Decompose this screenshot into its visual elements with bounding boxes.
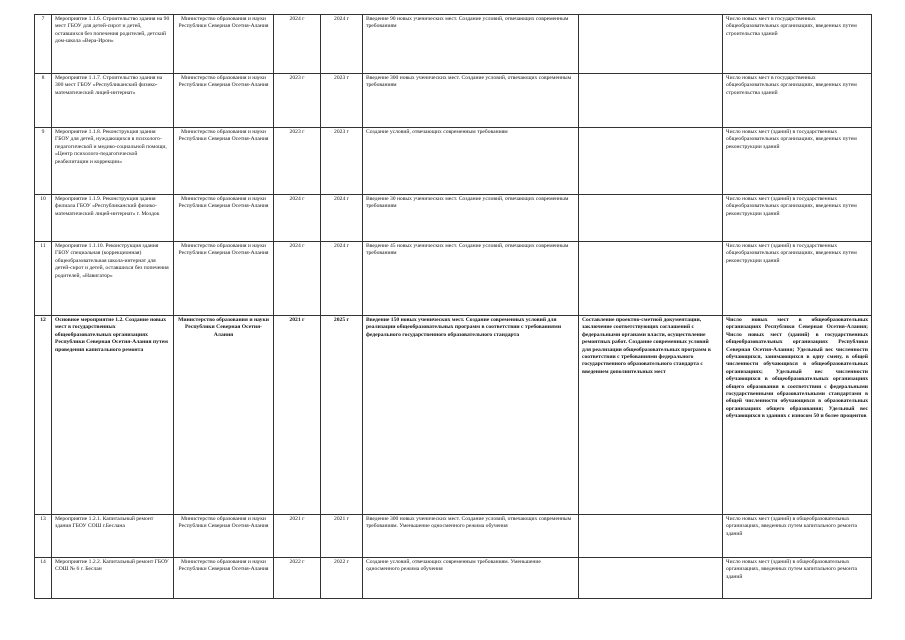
row-number: 11 — [35, 242, 52, 316]
responsible-executor: Министерство образования и науки Республики Северная Осетия-Алания — [174, 195, 274, 242]
table-row-main-event — [35, 316, 872, 515]
expected-result: Введение 30 новых ученических мест. Создание условий, отвечающих современным требованиям — [363, 195, 579, 242]
indicator: Число новых мест в государственных общеобразовательных организациях, введенных путем строительства зданий — [723, 15, 872, 74]
expected-result: Введение 300 новых ученических мест. Создание условий, отвечающих современным требованиям — [363, 74, 579, 128]
end-year: 2025 г — [321, 316, 363, 515]
start-year: 2021 г — [274, 316, 321, 515]
start-year: 2024 г — [274, 242, 321, 316]
responsible-executor: Министерство образования и науки Республики Северная Осетия-Алания — [174, 15, 274, 74]
table-row — [35, 128, 872, 195]
table-row — [35, 558, 872, 599]
event-name: Основное мероприятие 1.2. Создание новых мест в государственных общеобразовательных организациях Республики Северная Осетия-Алания путем проведения капитального ремонта — [52, 316, 174, 515]
indicator: Число новых мест (зданий) в государственных общеобразовательных организациях, введенных путем реконструкции зданий — [723, 242, 872, 316]
main-content — [579, 558, 723, 599]
end-year: 2021 г — [321, 515, 363, 558]
event-name: Мероприятие 1.2.1. Капитальный ремонт здания ГБОУ СОШ г.Беслана — [52, 515, 174, 558]
start-year: 2021 г — [274, 515, 321, 558]
responsible-executor: Министерство образования и науки Республики Северная Осетия-Алания — [174, 316, 274, 515]
event-name: Мероприятие 1.1.6. Строительство здания на 90 мест ГБОУ для детей-сирот и детей, оставшихся без попечения родителей, детский дом-школа «Вера-Ирон» — [52, 15, 174, 74]
end-year: 2023 г — [321, 74, 363, 128]
event-name: Мероприятие 1.1.9. Реконструкция здания филиала ГБОУ «Республиканский физико-математический лицей-интернат» г. Моздок — [52, 195, 174, 242]
main-content — [579, 128, 723, 195]
expected-result: Введение 45 новых ученических мест. Создание условий, отвечающих современным требованиям — [363, 242, 579, 316]
indicator: Число новых мест (зданий) в общеобразовательных организациях, введенных путем капитального ремонта зданий — [723, 558, 872, 599]
main-content — [579, 242, 723, 316]
end-year: 2024 г — [321, 195, 363, 242]
indicator: Число новых мест (зданий) в государственных общеобразовательных организациях, введенных путем реконструкции зданий — [723, 195, 872, 242]
end-year: 2022 г — [321, 558, 363, 599]
main-content: Составление проектно-сметной документации, заключение соответствующих соглашений с федеральными органами власти, осуществление ремонтных работ. Создание современных условий для реализации общеобразовательных программ в соответствии с требованиями федерального государственного образовательного стандарта с введением дополнительных мест — [579, 316, 723, 515]
table-row — [35, 15, 872, 74]
row-number: 13 — [35, 515, 52, 558]
row-number: 8 — [35, 74, 52, 128]
responsible-executor: Министерство образования и науки Республики Северная Осетия-Алания — [174, 515, 274, 558]
start-year: 2023 г — [274, 128, 321, 195]
end-year: 2024 г — [321, 242, 363, 316]
responsible-executor: Министерство образования и науки Республики Северная Осетия-Алания — [174, 558, 274, 599]
expected-result: Введение 300 новых ученических мест. Создание условий, отвечающих современным требованиям. Уменьшение односменного режима обучения — [363, 515, 579, 558]
indicator: Число новых мест (зданий) в общеобразовательных организациях, введенных путем капитального ремонта зданий — [723, 515, 872, 558]
expected-result: Введение 90 новых ученических мест. Создание условий, отвечающих современным требованиям — [363, 15, 579, 74]
event-name: Мероприятие 1.1.10. Реконструкция здания ГБОУ специальная (коррекционная) общеобразовательная школа-интернат для детей-сирот и детей, оставшихся без попечения родителей, «Навигатор» — [52, 242, 174, 316]
start-year: 2024 г — [274, 15, 321, 74]
main-content — [579, 15, 723, 74]
event-name: Мероприятие 1.1.8. Реконструкция здания ГБОУ для детей, нуждающихся в психолого-педагогической и медико-социальной помощи, «Центр психолого-педагогической реабилитации и коррекции» — [52, 128, 174, 195]
row-number: 12 — [35, 316, 52, 515]
responsible-executor: Министерство образования и науки Республики Северная Осетия-Алания — [174, 128, 274, 195]
expected-result: Введение 150 новых ученических мест. Создание современных условий для реализации общеобразовательных программ в соответствии с требованиями федерального государственного образовательного стандарта — [363, 316, 579, 515]
main-content — [579, 195, 723, 242]
row-number: 9 — [35, 128, 52, 195]
event-name: Мероприятие 1.1.7. Строительство здания на 300 мест ГБОУ «Республиканский физико-математический лицей-интернат» — [52, 74, 174, 128]
table-row — [35, 195, 872, 242]
end-year: 2023 г — [321, 128, 363, 195]
end-year: 2024 г — [321, 15, 363, 74]
indicator: Число новых мест в государственных общеобразовательных организациях, введенных путем строительства зданий — [723, 74, 872, 128]
table-row — [35, 242, 872, 316]
row-number: 14 — [35, 558, 52, 599]
row-number: 7 — [35, 15, 52, 74]
events-table — [34, 14, 872, 599]
responsible-executor: Министерство образования и науки Республики Северная Осетия-Алания — [174, 74, 274, 128]
indicator: Число новых мест в общеобразовательных организациях Республики Северная Осетия-Алания; Число новых мест (зданий) в государственных общеобразовательных организациях Республики Северная Осетия-Алания; Удельный вес численности обучающихся, занимающихся в одну смену, в общей численности обучающихся в общеобразовательных организациях; Удельный вес численности обучающихся в общеобразовательных организациях общего образования в соответствии с федеральными государственными образовательными стандартами в общей численности обучающихся в образовательных организациях общего образования; Удельный вес обучающихся в зданиях с износом 50 и более процентов — [723, 316, 872, 515]
expected-result: Создание условий, отвечающих современным требованиям. Уменьшение односменного режима обучения — [363, 558, 579, 599]
main-content — [579, 515, 723, 558]
start-year: 2023 г — [274, 74, 321, 128]
start-year: 2022 г — [274, 558, 321, 599]
expected-result: Создание условий, отвечающих современным требованиям — [363, 128, 579, 195]
indicator: Число новых мест (зданий) в государственных общеобразовательных организациях, введенных путем реконструкции зданий — [723, 128, 872, 195]
responsible-executor: Министерство образования и науки Республики Северная Осетия-Алания — [174, 242, 274, 316]
start-year: 2024 г — [274, 195, 321, 242]
event-name: Мероприятие 1.2.2. Капитальный ремонт ГБОУ СОШ № 6 г. Беслан — [52, 558, 174, 599]
table-row — [35, 74, 872, 128]
main-content — [579, 74, 723, 128]
row-number: 10 — [35, 195, 52, 242]
table-row — [35, 515, 872, 558]
